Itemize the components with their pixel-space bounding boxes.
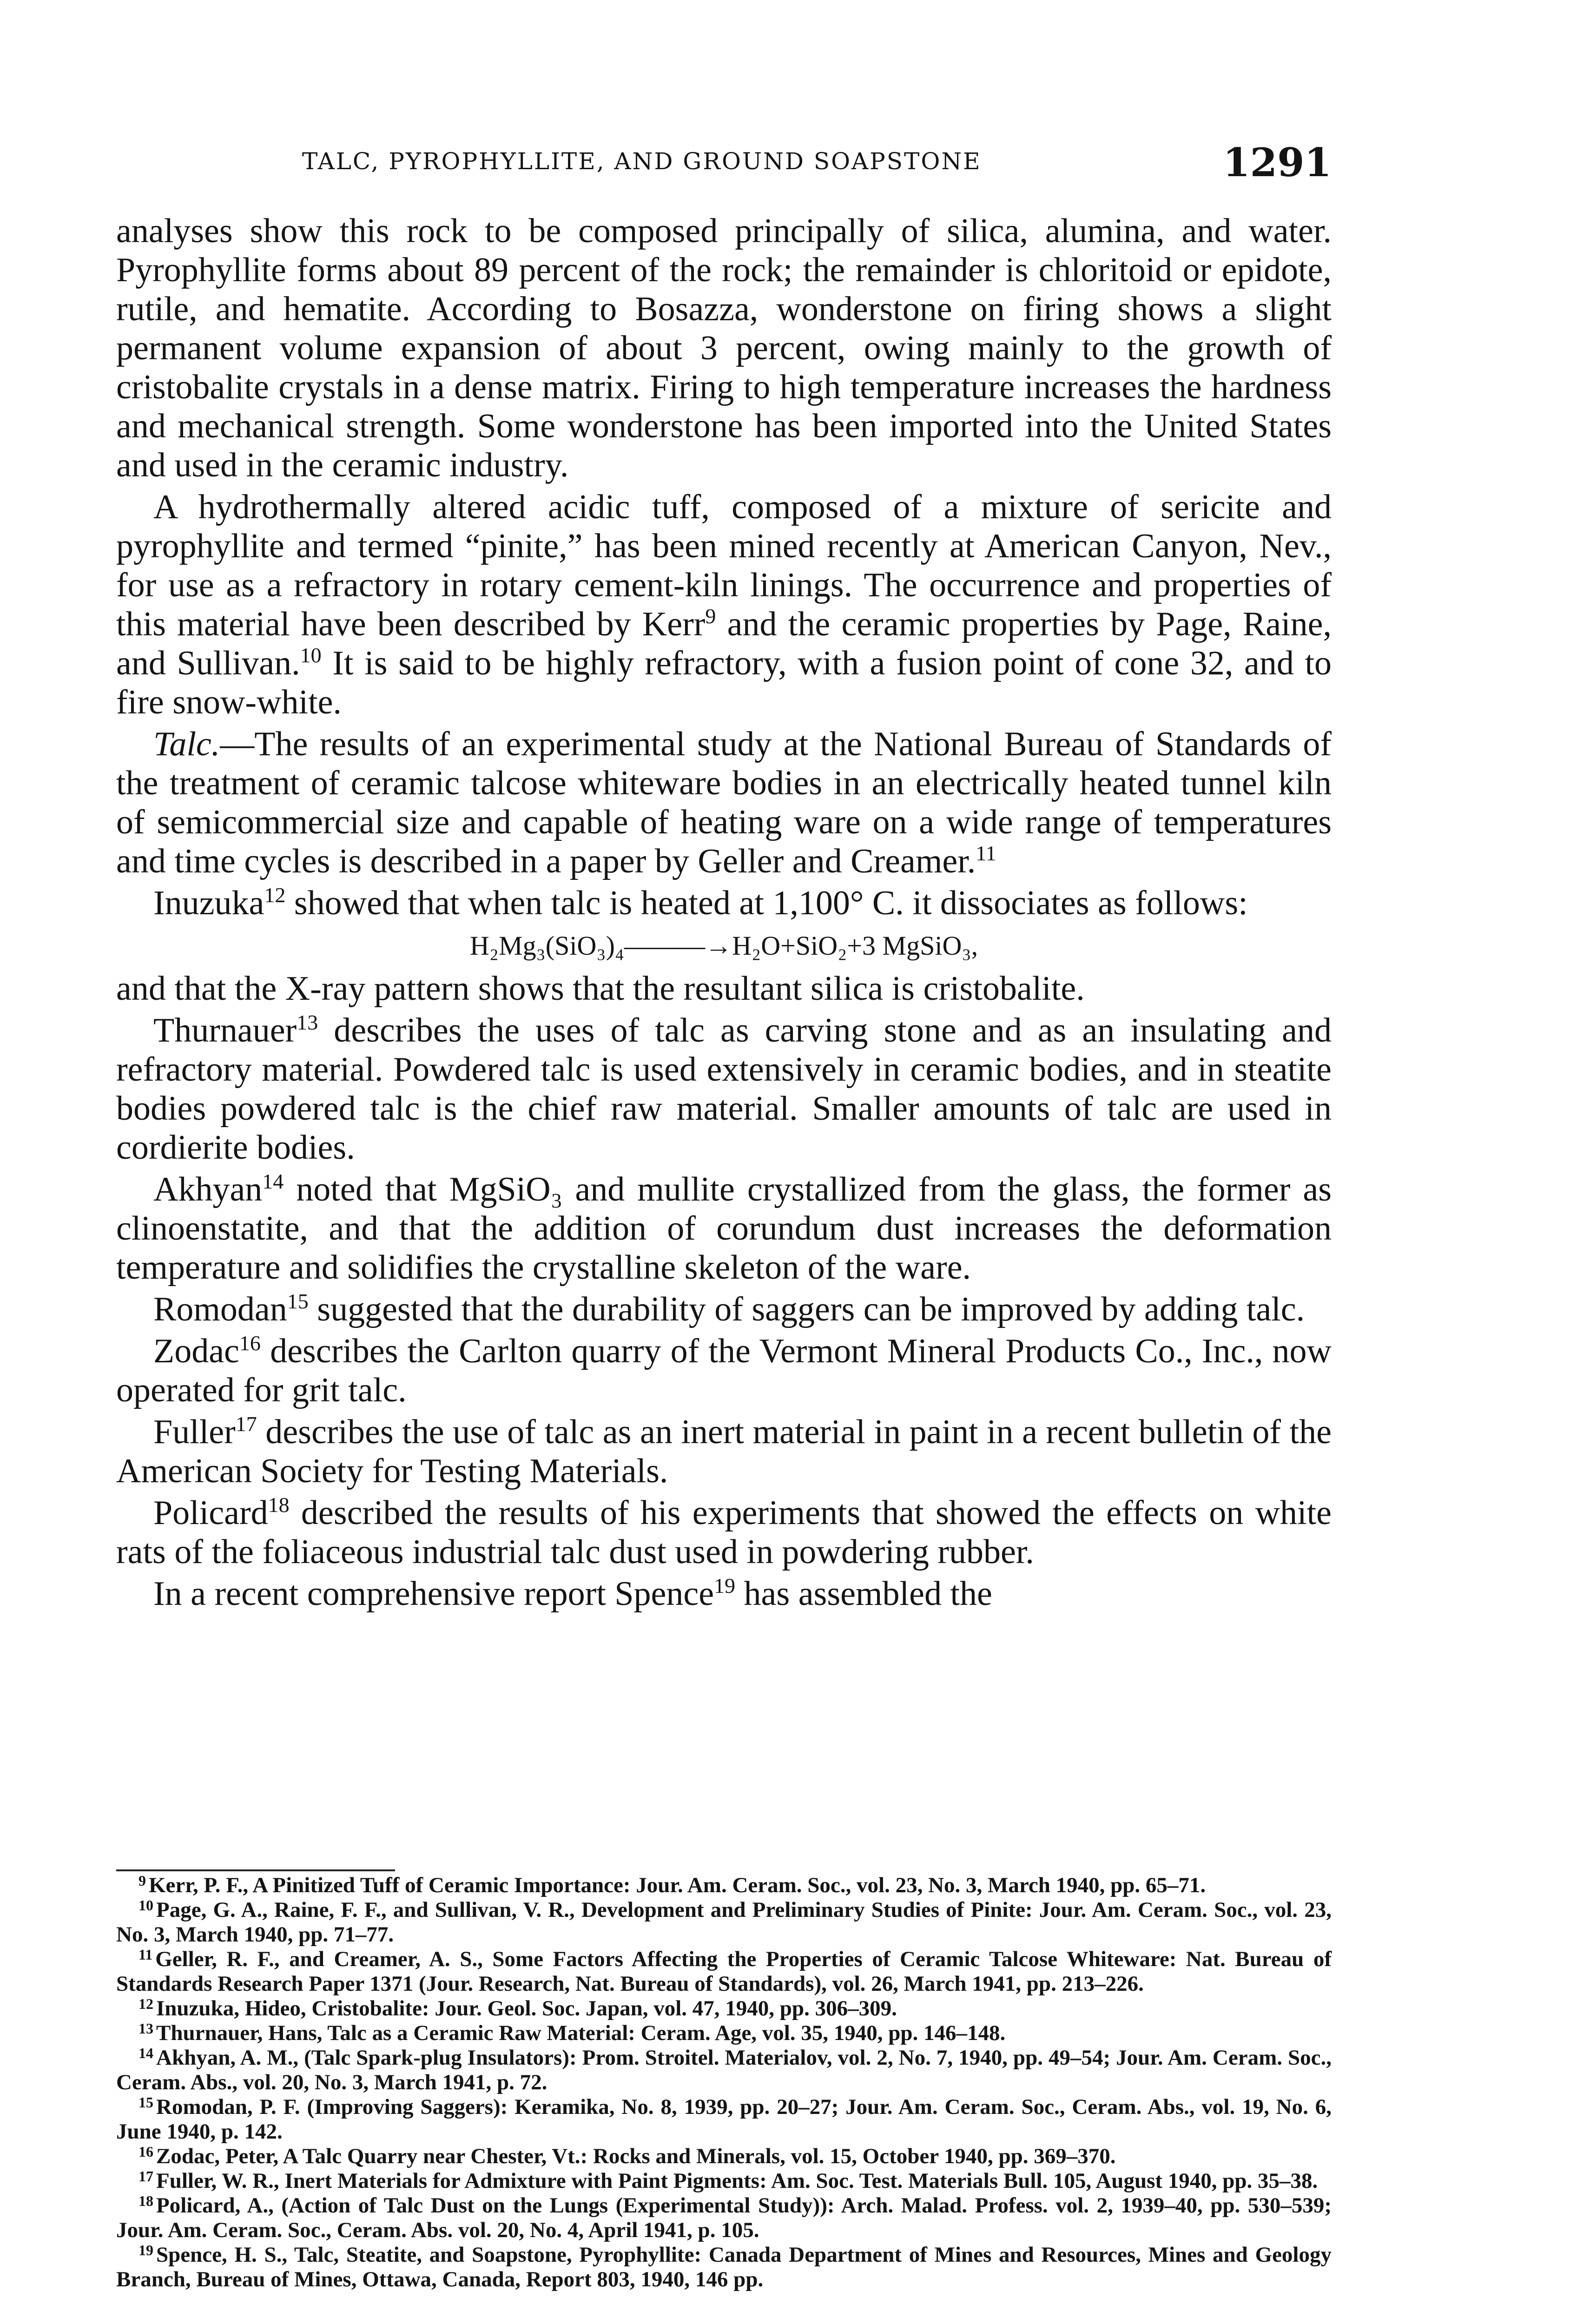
footnote [116, 2169, 1332, 2193]
author-name: Fuller [153, 1413, 236, 1451]
paragraph [116, 488, 1332, 722]
footnote-mark: 17 [139, 2168, 153, 2185]
footnote-text: Zodac, Peter, A Talc Quarry near Chester, Vt.: Rocks and Minerals, vol. 15, October 1940, pp. 369–370. [156, 2144, 1116, 2168]
paragraph [116, 884, 1332, 923]
footnote-text: Inuzuka, Hideo, Cristobalite: Jour. Geol. Soc. Japan, vol. 47, 1940, pp. 306–309. [156, 1996, 897, 2020]
author-name: Akhyan [153, 1170, 263, 1208]
paragraph [116, 1290, 1332, 1329]
footnote-reference: 19 [714, 1574, 736, 1598]
footnote [116, 1898, 1332, 1947]
paragraph-text: describes the uses of talc as carving stone and as an insulating and refractory material. Powdered talc is used extensively in ceramic bodies, and in steatite bodies powdered talc is the chief raw material. Smaller amounts of talc are used in cordierite bodies. [116, 1011, 1332, 1167]
footnote-mark: 15 [139, 2094, 153, 2111]
paragraph [116, 1574, 1332, 1613]
footnote-text: Page, G. A., Raine, F. F., and Sullivan, V. R., Development and Preliminary Studies of Pinite: Jour. Am. Ceram. Soc., vol. 23, No. 3, March 1940, pp. 71–77. [116, 1898, 1332, 1947]
paragraph [116, 1493, 1332, 1571]
author-name: Zodac [153, 1332, 239, 1370]
footnote-mark: 18 [139, 2192, 153, 2209]
footnote-reference: 17 [235, 1412, 257, 1436]
paragraph [116, 1413, 1332, 1491]
paragraph-text: describes the Carlton quarry of the Vermont Mineral Products Co., Inc., now operated for grit talc. [116, 1332, 1332, 1409]
footnote-mark: 11 [139, 1946, 153, 1963]
paragraph-text: and that the X-ray pattern shows that the resultant silica is cristobalite. [116, 970, 1085, 1008]
footnote [116, 2095, 1332, 2144]
section-run-in-heading: Talc. [153, 725, 220, 763]
footnote-text: Geller, R. F., and Creamer, A. S., Some Factors Affecting the Properties of Ceramic Talcose Whiteware: Nat. Bureau of Standards Research Paper 1371 (Jour. Research, Nat. Bureau of Standards), vol. 26, March 1941, pp. 213–226. [116, 1947, 1332, 1996]
footnote-text: Fuller, W. R., Inert Materials for Admixture with Paint Pigments: Am. Soc. Test. Materials Bull. 105, August 1940, pp. 35–38. [156, 2169, 1318, 2193]
paragraph [116, 725, 1332, 881]
footnote [116, 2021, 1332, 2046]
footnote-reference: 14 [262, 1169, 284, 1193]
footnote [116, 2046, 1332, 2095]
footnote-text: Spence, H. S., Talc, Steatite, and Soapstone, Pyrophyllite: Canada Department of Mines and Resources, Mines and Geology Branch, Bureau of Mines, Ottawa, Canada, Report 803, 1940, 146 pp. [116, 2243, 1332, 2291]
author-name: Policard [153, 1494, 268, 1532]
footnote [116, 1873, 1332, 1898]
footnote [116, 2193, 1332, 2243]
footnote-reference: 12 [264, 883, 286, 907]
footnote-mark: 14 [139, 2045, 153, 2061]
paragraph [116, 211, 1332, 485]
paragraph-text: noted that MgSiO₃ and mullite crystallized from the glass, the former as clinoenstatite, and that the addition of corundum dust increases the deformation temperature and solidifies the crystalline skeleton of the ware. [116, 1170, 1332, 1287]
footnote-divider [116, 1869, 395, 1871]
footnote-reference: 15 [287, 1289, 309, 1313]
paragraph-text: suggested that the durability of saggers can be improved by adding talc. [308, 1290, 1305, 1328]
footnote [116, 2243, 1332, 2292]
footnote-text: Akhyan, A. M., (Talc Spark-plug Insulators): Prom. Stroitel. Materialov, vol. 2, No. 7, 1940, pp. 49–54; Jour. Am. Ceram. Soc., Ceram. Abs., vol. 20, No. 3, March 1941, p. 72. [116, 2046, 1332, 2094]
paragraph-text: has assembled the [735, 1575, 992, 1613]
author-name: Romodan [153, 1290, 287, 1328]
footnote-mark: 10 [139, 1897, 153, 1914]
paragraph-text: and the ceramic properties by Page, Raine, and Sullivan. [116, 605, 1332, 682]
paragraph-text: A hydrothermally altered acidic tuff, composed of a mixture of sericite and pyrophyllite and termed “pinite,” has been mined recently at American Canyon, Nev., for use as a refractory in rotary cement-kiln linings. The occurrence and properties of this material have been described by Kerr [116, 488, 1332, 643]
footnote-mark: 9 [139, 1872, 146, 1889]
footnote-mark: 19 [139, 2242, 153, 2258]
footnote-reference: 10 [300, 643, 322, 667]
paragraph-text: It is said to be highly refractory, with a fusion point of cone 32, and to fire snow-white. [116, 644, 1332, 721]
body-text [116, 211, 1332, 1613]
footnote [116, 1996, 1332, 2021]
paragraph-text: analyses show this rock to be composed principally of silica, alumina, and water. Pyrophyllite forms about 89 percent of the rock; the remainder is chloritoid or epidote, rutile, and hematite. According to Bosazza, wonderstone on firing shows a slight permanent volume expansion of about 3 percent, owing mainly to the growth of cristobalite crystals in a dense matrix. Firing to high temperature increases the hardness and mechanical strength. Some wonderstone has been imported into the United States and used in the ceramic industry. [116, 212, 1332, 484]
paragraph [116, 1011, 1332, 1167]
paragraph-text: describes the use of talc as an inert material in paint in a recent bulletin of the American Society for Testing Materials. [116, 1413, 1332, 1490]
footnote-reference: 9 [705, 604, 716, 628]
paragraph-text: In a recent comprehensive report Spence [153, 1575, 714, 1613]
author-name: Thurnauer [153, 1011, 297, 1050]
paragraph-text: described the results of his experiments that showed the effects on white rats of the foliaceous industrial talc dust used in powdering rubber. [116, 1494, 1332, 1571]
footnote-mark: 12 [139, 1995, 153, 2012]
page-number: 1291 [1223, 139, 1332, 185]
footnote [116, 2144, 1332, 2169]
footnote [116, 1947, 1332, 1996]
footnote-mark: 13 [139, 2020, 153, 2037]
chemical-equation: H₂Mg₃(SiO₃)₄———→H₂O+SiO₂+3 MgSiO₃, [469, 931, 978, 961]
footnote-mark: 16 [139, 2143, 153, 2160]
footnote-text: Romodan, P. F. (Improving Saggers): Keramika, No. 8, 1939, pp. 20–27; Jour. Am. Ceram. Soc., Ceram. Abs., vol. 19, No. 6, June 1940, p. 142. [116, 2095, 1332, 2144]
running-head [116, 139, 1332, 191]
footnote-reference: 16 [239, 1331, 261, 1355]
footnote-reference: 11 [976, 841, 996, 865]
author-name: Inuzuka [153, 884, 264, 922]
running-title: TALC, PYROPHYLLITE, AND GROUND SOAPSTONE [302, 148, 982, 175]
paragraph [116, 1332, 1332, 1410]
paragraph [116, 969, 1332, 1008]
paragraph-text: —The results of an experimental study at the National Bureau of Standards of the treatment of ceramic talcose whiteware bodies in an electrically heated tunnel kiln of semicommercial size and capable of heating ware on a wide range of temperatures and time cycles is described in a paper by Geller and Creamer. [116, 725, 1332, 880]
footnote-text: Policard, A., (Action of Talc Dust on the Lungs (Experimental Study)): Arch. Malad. Profess. vol. 2, 1939–40, pp. 530–539; Jour. Am. Ceram. Soc., Ceram. Abs. vol. 20, No. 4, April 1941, p. 105. [116, 2193, 1332, 2242]
paragraph [116, 1170, 1332, 1287]
footnote-reference: 13 [297, 1010, 318, 1034]
footnote-reference: 18 [268, 1493, 290, 1517]
footnote-text: Kerr, P. F., A Pinitized Tuff of Ceramic Importance: Jour. Am. Ceram. Soc., vol. 23, No. 3, March 1940, pp. 65–71. [149, 1873, 1206, 1897]
footnote-text: Thurnauer, Hans, Talc as a Ceramic Raw Material: Ceram. Age, vol. 35, 1940, pp. 146–148. [156, 2021, 1006, 2045]
footnotes [116, 1873, 1332, 2292]
paragraph-text: showed that when talc is heated at 1,100° C. it dissociates as follows: [285, 884, 1248, 922]
